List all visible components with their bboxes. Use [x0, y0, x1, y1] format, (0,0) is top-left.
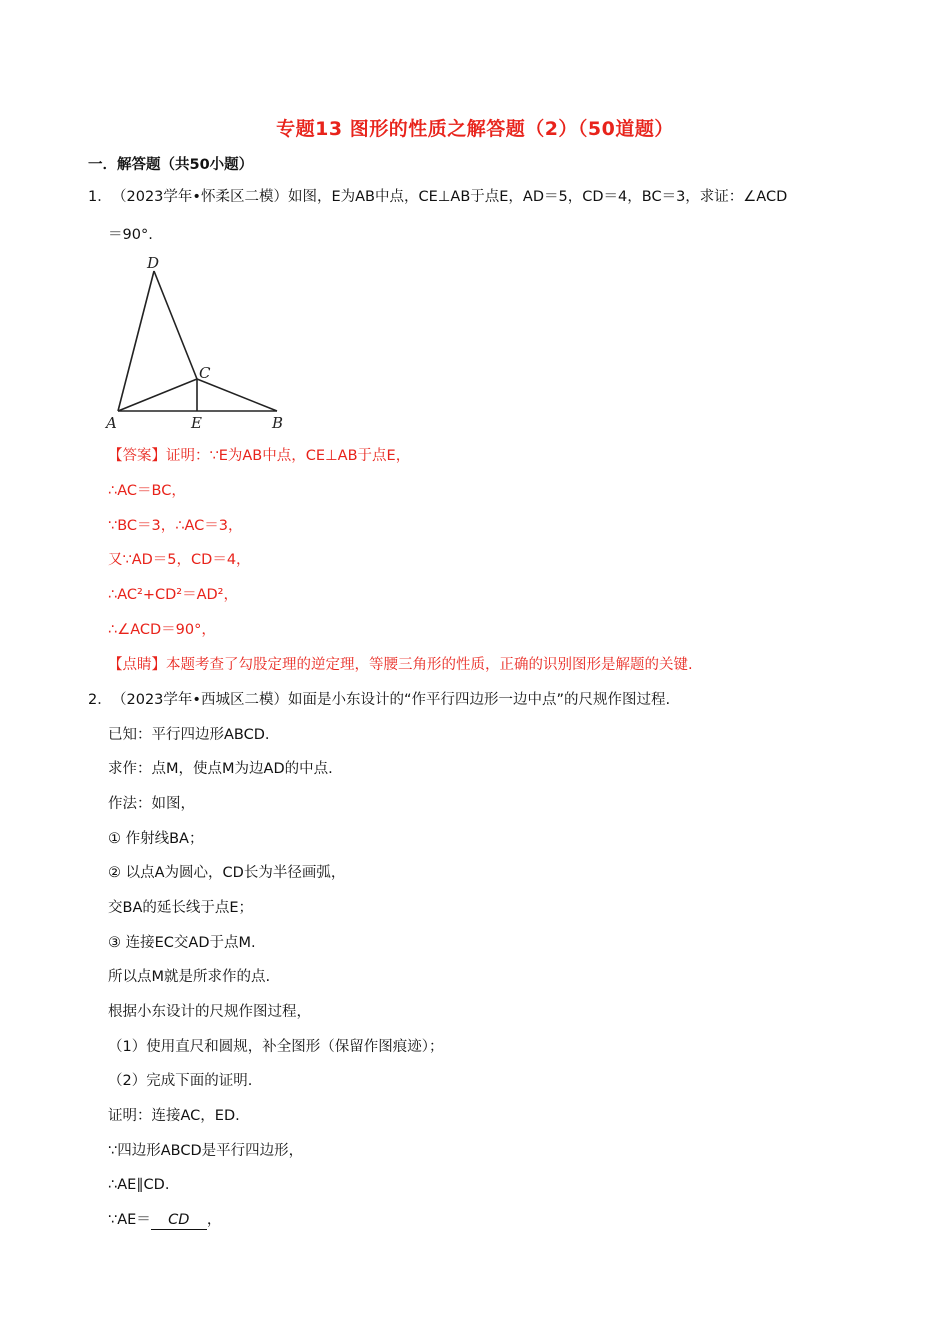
- answer-line-1: 【答案】证明：∵E为AB中点，CE⊥AB于点E，: [108, 448, 411, 464]
- label-e: E: [191, 414, 202, 432]
- q2-fill-blank[interactable]: CD: [151, 1211, 207, 1230]
- q2-line-7: ③ 连接EC交AD于点M.: [108, 935, 256, 951]
- q2-fill-line: [108, 1210, 221, 1230]
- segment-cb: [197, 379, 277, 411]
- answer-line-2: ∴AC＝BC，: [108, 483, 186, 499]
- answer-line-3: ∵BC＝3，∴AC＝3，: [108, 518, 243, 534]
- q2-line-5: ② 以点A为圆心，CD长为半径画弧，: [108, 865, 346, 881]
- question-2-text: （2023学年•西城区二模）如面是小东设计的“作平行四边形一边中点”的尺规作图过程.: [112, 692, 671, 708]
- segment-ad: [118, 271, 154, 411]
- answer-line-5: ∴AC²+CD²＝AD²，: [108, 587, 238, 603]
- q2-line-4: ① 作射线BA；: [108, 831, 204, 847]
- q2-line-2: 求作：点M，使点M为边AD的中点.: [108, 761, 333, 777]
- q2-line-6: 交BA的延长线于点E；: [108, 900, 254, 916]
- segment-dc: [154, 271, 197, 379]
- q2-line-13: ∵四边形ABCD是平行四边形，: [108, 1143, 304, 1159]
- q2-fill-prefix: ∵AE＝: [108, 1212, 151, 1228]
- section-heading: 一．解答题（共50小题）: [88, 157, 254, 173]
- comment-line: 【点睛】本题考查了勾股定理的逆定理，等腰三角形的性质，正确的识别图形是解题的关键.: [108, 657, 693, 673]
- q2-line-3: 作法：如图，: [108, 796, 195, 812]
- label-a: A: [106, 414, 117, 432]
- question-1-number: 1．: [88, 189, 112, 205]
- q2-line-8: 所以点M就是所求作的点.: [108, 969, 271, 985]
- page-title: 专题13 图形的性质之解答题（2）（50道题）: [276, 118, 674, 140]
- label-b: B: [272, 414, 284, 432]
- q2-line-14: ∴AE∥CD.: [108, 1177, 170, 1193]
- q2-line-1: 已知：平行四边形ABCD.: [108, 727, 270, 743]
- segment-ac: [118, 379, 197, 411]
- q2-line-9: 根据小东设计的尺规作图过程，: [108, 1004, 311, 1020]
- answer-line-6: ∴∠ACD＝90°，: [108, 622, 216, 638]
- triangle-figure: [100, 250, 300, 435]
- q2-line-11: （2）完成下面的证明.: [108, 1073, 253, 1089]
- q2-fill-suffix: ，: [206, 1212, 222, 1228]
- question-2-number: 2．: [88, 692, 112, 708]
- answer-line-4: 又∵AD＝5，CD＝4，: [108, 552, 251, 568]
- q2-line-10: （1）使用直尺和圆规，补全图形（保留作图痕迹）；: [108, 1039, 444, 1055]
- question-1-text: （2023学年•怀柔区二模）如图，E为AB中点，CE⊥AB于点E，AD＝5，CD＝4，BC＝3，求证：∠ACD: [112, 189, 788, 205]
- label-c: C: [199, 364, 211, 382]
- q2-line-12: 证明：连接AC，ED.: [108, 1108, 240, 1124]
- label-d: D: [147, 254, 160, 272]
- question-1-text-cont: ＝90°.: [108, 227, 153, 243]
